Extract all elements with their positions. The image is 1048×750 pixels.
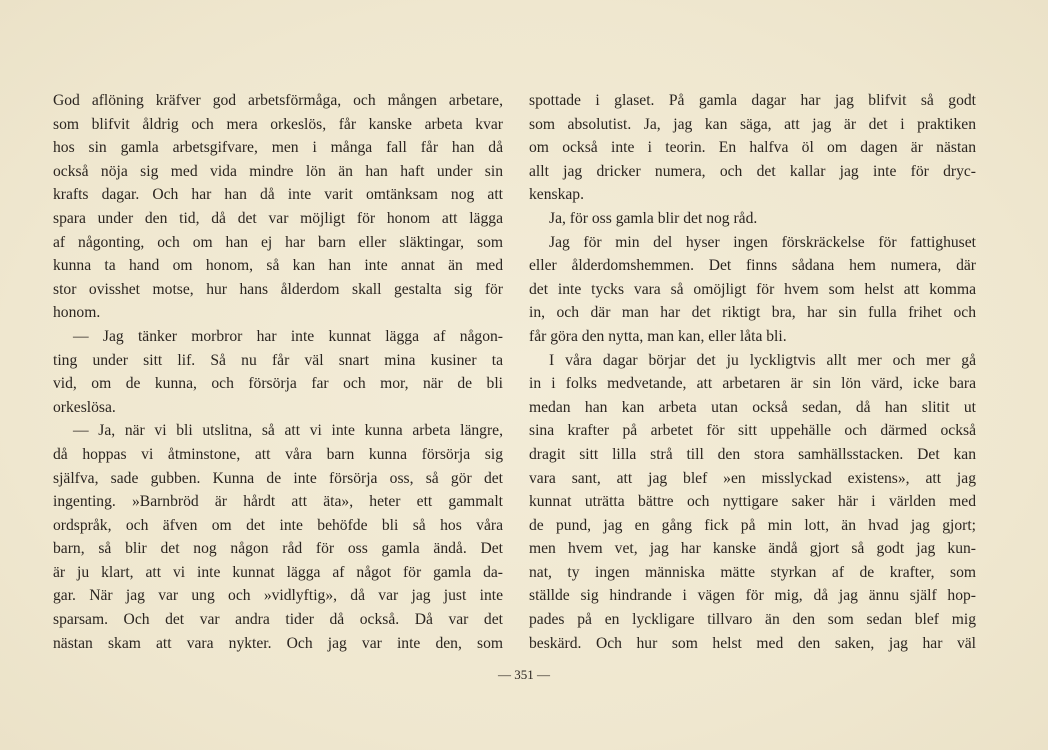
text-line: af någonting, och om han ej har barn eller släktingar, som (53, 233, 503, 251)
text-line: allt jag dricker numera, och det kallar jag inte för dryc- (529, 162, 976, 180)
text-line: Jag för min del hyser ingen förskräckelse för fattighuset (549, 233, 976, 251)
text-line: hos sin gamla arbetsgifvare, men i många fall får han då (53, 139, 503, 157)
text-line: pades på en lyckligare tillvaro än den som sedan blef mig (529, 611, 976, 629)
text-line: kenskap. (529, 186, 584, 204)
text-line: sina krafter på arbetet för sitt uppehälle och därmed också (529, 422, 976, 440)
text-line: men hvem vet, jag har kanske ändå gjort så godt jag kun- (529, 540, 976, 558)
page-number: — 351 — (498, 667, 550, 682)
text-line: orkeslösa. (53, 398, 116, 416)
text-line: Ja, för oss gamla blir det nog råd. (549, 209, 758, 227)
text-line: ting under sitt lif. Så nu får väl snart mina kusiner ta (53, 351, 503, 369)
text-line: — Jag tänker morbror har inte kunnat lägga af någon- (73, 327, 503, 345)
text-line: det inte tycks vara så omöjligt för hvem som helst att komma (529, 280, 976, 298)
text-line: medan han kan arbeta utan också sedan, då han slitit ut (529, 398, 976, 416)
text-line: ingenting. »Barnbröd är hårdt att äta», heter ett gammalt (53, 493, 503, 511)
text-line: nästan skam att vara nykter. Och jag var inte den, som (53, 634, 503, 652)
text-line: — Ja, när vi bli utslitna, så att vi inte kunna arbeta längre, (73, 422, 503, 440)
text-line: kunna ta hand om honom, så kan han inte annat än med (53, 257, 503, 275)
left-text-column (53, 89, 503, 655)
text-line: stor ovisshet motse, hur hans ålderdom skall gestalta sig för (53, 280, 503, 298)
text-line: beskärd. Och hur som helst med den saken, jag har väl (529, 634, 976, 652)
text-line: barn, så blir det nog någon råd för oss gamla ändå. Det (53, 540, 503, 558)
text-line: som blifvit åldrig och mera orkeslös, får kanske arbeta kvar (53, 115, 503, 133)
text-line: vara sant, att jag blef »en misslyckad existens», att jag (529, 469, 976, 487)
text-line: själfva, sade gubben. Kunna de inte försörja oss, så gör det (53, 469, 503, 487)
text-line: in, och där man har det riktigt bra, har sin fulla frihet och (529, 304, 976, 322)
text-line: honom. (53, 304, 101, 322)
right-text-column (529, 89, 976, 655)
text-line: är ju klart, att vi inte kunnat lägga af något för gamla da- (53, 563, 503, 581)
text-line: God aflöning kräfver god arbetsförmåga, och mången arbetare, (53, 92, 503, 109)
text-line: eller ålderdomshemmen. Det finns sådana hem numera, där (529, 257, 976, 275)
text-line: också nöja sig med vida mindre lön än han haft under sin (53, 162, 503, 180)
text-line: spottade i glaset. På gamla dagar har jag blifvit så godt (529, 92, 976, 109)
text-line: in i folks medvetande, att arbetaren är sin lön värd, icke bara (529, 375, 976, 393)
text-line: I våra dagar börjar det ju lyckligtvis allt mer och mer gå (549, 351, 976, 369)
text-line: då hoppas vi åtminstone, att våra barn kunna försörja sig (53, 445, 503, 463)
text-line: nat, ty ingen människa mätte styrkan af de krafter, som (529, 563, 976, 581)
text-line: om också inte i teorin. En halfva öl om dagen är nästan (529, 139, 976, 157)
text-line: gar. När jag var ung och »vidlyftig», då var jag just inte (53, 587, 503, 605)
text-line: spara under den tid, då det var möjligt för honom att lägga (53, 209, 503, 227)
text-line: ställde sig hindrande i vägen för mig, då jag ännu själf hop- (529, 587, 976, 605)
text-line: som absolutist. Ja, jag kan säga, att jag är det i praktiken (529, 115, 976, 133)
text-line: sparsam. Och det var andra tider då också. Då var det (53, 611, 503, 629)
text-line: dragit sitt lilla strå till den stora samhällsstacken. Det kan (529, 445, 976, 463)
text-line: ordspråk, och äfven om det inte behöfde bli så hos våra (53, 516, 503, 534)
text-line: kunnat uträtta bättre och nyttigare saker här i världen med (529, 493, 976, 511)
text-line: krafts dagar. Och har han då inte varit omtänksam nog att (53, 186, 503, 204)
text-line: vid, om de kunna, och försörja far och mor, när de bli (53, 375, 503, 393)
text-line: de pund, jag en gång fick på min lott, än hvad jag gjort; (529, 516, 976, 534)
text-line: får göra den nytta, man kan, eller låta bli. (529, 327, 787, 345)
